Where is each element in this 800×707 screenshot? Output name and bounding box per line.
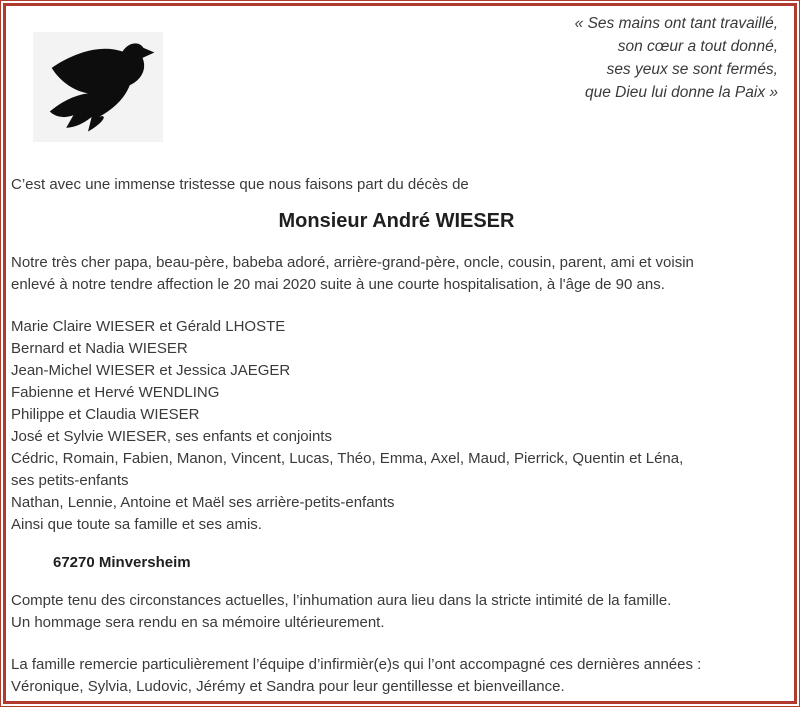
ceremony-info xyxy=(11,590,782,634)
obituary-page xyxy=(3,3,797,704)
quote-line: ses yeux se sont fermés, xyxy=(606,61,778,78)
intro-line: C’est avec une immense tristesse que nous faisons part du décès de xyxy=(11,176,469,193)
announcement-body xyxy=(11,174,782,698)
address-line: 67270 Minversheim xyxy=(53,554,191,571)
swallow-image xyxy=(33,32,163,142)
family-line: José et Sylvie WIESER, ses enfants et conjoints xyxy=(11,428,332,445)
family-line: Jean-Michel WIESER et Jessica JAEGER xyxy=(11,362,291,379)
family-line: Philippe et Claudia WIESER xyxy=(11,406,200,423)
ceremony-line: Un hommage sera rendu en sa mémoire ultérieurement. xyxy=(11,614,385,631)
quote-line: que Dieu lui donne la Paix » xyxy=(584,84,778,101)
thanks-line: La famille remercie particulièrement l’équipe d’infirmièr(e)s qui l’ont accompagné ces dernières années : xyxy=(11,656,702,673)
quote-line: son cœur a tout donné, xyxy=(617,38,778,55)
family-line: Marie Claire WIESER et Gérald LHOSTE xyxy=(11,318,286,335)
family-line: Fabienne et Hervé WENDLING xyxy=(11,384,220,401)
deceased-name: Monsieur André WIESER xyxy=(278,210,515,232)
family-line: Cédric, Romain, Fabien, Manon, Vincent, Lucas, Théo, Emma, Axel, Maud, Pierrick, Quentin et Léna, xyxy=(11,450,684,467)
quote-line: « Ses mains ont tant travaillé, xyxy=(574,15,778,32)
memorial-quote xyxy=(575,12,778,104)
family-line: ses petits-enfants xyxy=(11,472,129,489)
family-line: Nathan, Lennie, Antoine et Maël ses arrière-petits-enfants xyxy=(11,494,395,511)
ceremony-line: Compte tenu des circonstances actuelles, l’inhumation aura lieu dans la stricte intimité de la famille. xyxy=(11,592,672,609)
thanks-line: Véronique, Sylvia, Ludovic, Jérémy et Sandra pour leur gentillesse et bienveillance. xyxy=(11,678,565,695)
swallow-icon xyxy=(37,37,159,137)
family-line: Bernard et Nadia WIESER xyxy=(11,340,188,357)
family-list xyxy=(11,316,782,536)
header-section xyxy=(11,6,782,152)
thanks-paragraph xyxy=(11,654,782,698)
family-line: Ainsi que toute sa famille et ses amis. xyxy=(11,516,262,533)
announcement-line: Notre très cher papa, beau-père, babeba adoré, arrière-grand-père, oncle, cousin, parent, ami et voisin xyxy=(11,254,694,271)
announcement-line: enlevé à notre tendre affection le 20 mai 2020 suite à une courte hospitalisation, à l'âge de 90 ans. xyxy=(11,276,665,293)
death-announcement xyxy=(11,252,782,296)
